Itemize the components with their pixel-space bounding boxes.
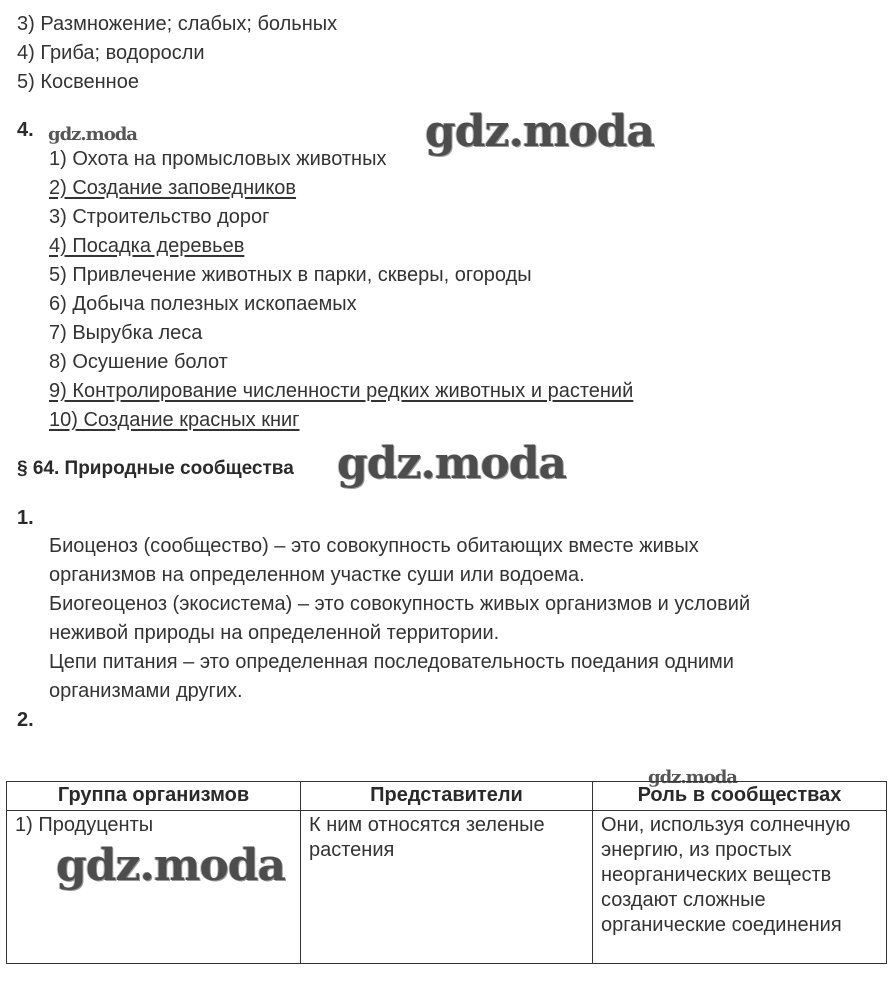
list-item: 1) Охота на промысловых животных <box>49 148 387 170</box>
table-header: Группа организмов <box>7 782 301 811</box>
table-header: Представители <box>301 782 593 811</box>
watermark: gdz.moda <box>337 438 567 489</box>
list-item: 7) Вырубка леса <box>49 322 203 344</box>
table-header: Роль в сообществах <box>593 782 887 811</box>
watermark: gdz.moda <box>648 767 737 788</box>
definition-line: неживой природы на определенной территории. <box>49 622 500 644</box>
prev-answer-5: 5) Косвенное <box>17 71 139 93</box>
table-cell: 1) Продуценты <box>7 811 301 964</box>
definition-line: организмов на определенном участке суши или водоема. <box>49 564 585 586</box>
task1-number: 1. <box>17 507 34 529</box>
task4-number: 4. <box>17 119 34 141</box>
definition-line: Биогеоценоз (экосистема) – это совокупность живых организмов и условий <box>49 593 751 615</box>
table-header-row <box>7 782 887 811</box>
watermark: gdz.moda <box>56 840 286 891</box>
definition-line: Биоценоз (сообщество) – это совокупность обитающих вместе живых <box>49 535 699 557</box>
table-cell: Они, используя солнечную энергию, из простых неорганических веществ создают сложные органические соединения <box>593 811 887 964</box>
watermark: gdz.moda <box>48 124 137 145</box>
section-title: § 64. Природные сообщества <box>17 458 294 479</box>
list-item: 4) Посадка деревьев <box>49 235 245 257</box>
watermark: gdz.moda <box>425 106 655 157</box>
definition-line: Цепи питания – это определенная последовательность поедания одними <box>49 651 734 673</box>
list-item: 10) Создание красных книг <box>49 409 300 431</box>
prev-answer-3: 3) Размножение; слабых; больных <box>17 13 338 35</box>
prev-answer-4: 4) Гриба; водоросли <box>17 42 205 64</box>
list-item: 8) Осушение болот <box>49 351 228 373</box>
list-item: 9) Контролирование численности редких животных и растений <box>49 380 634 402</box>
list-item: 6) Добыча полезных ископаемых <box>49 293 357 315</box>
definition-line: организмами других. <box>49 680 243 702</box>
list-item: 3) Строительство дорог <box>49 206 270 228</box>
task2-number: 2. <box>17 709 34 731</box>
list-item: 5) Привлечение животных в парки, скверы, огороды <box>49 264 532 286</box>
table-cell: К ним относятся зеленые растения <box>301 811 593 964</box>
list-item: 2) Создание заповедников <box>49 177 297 199</box>
